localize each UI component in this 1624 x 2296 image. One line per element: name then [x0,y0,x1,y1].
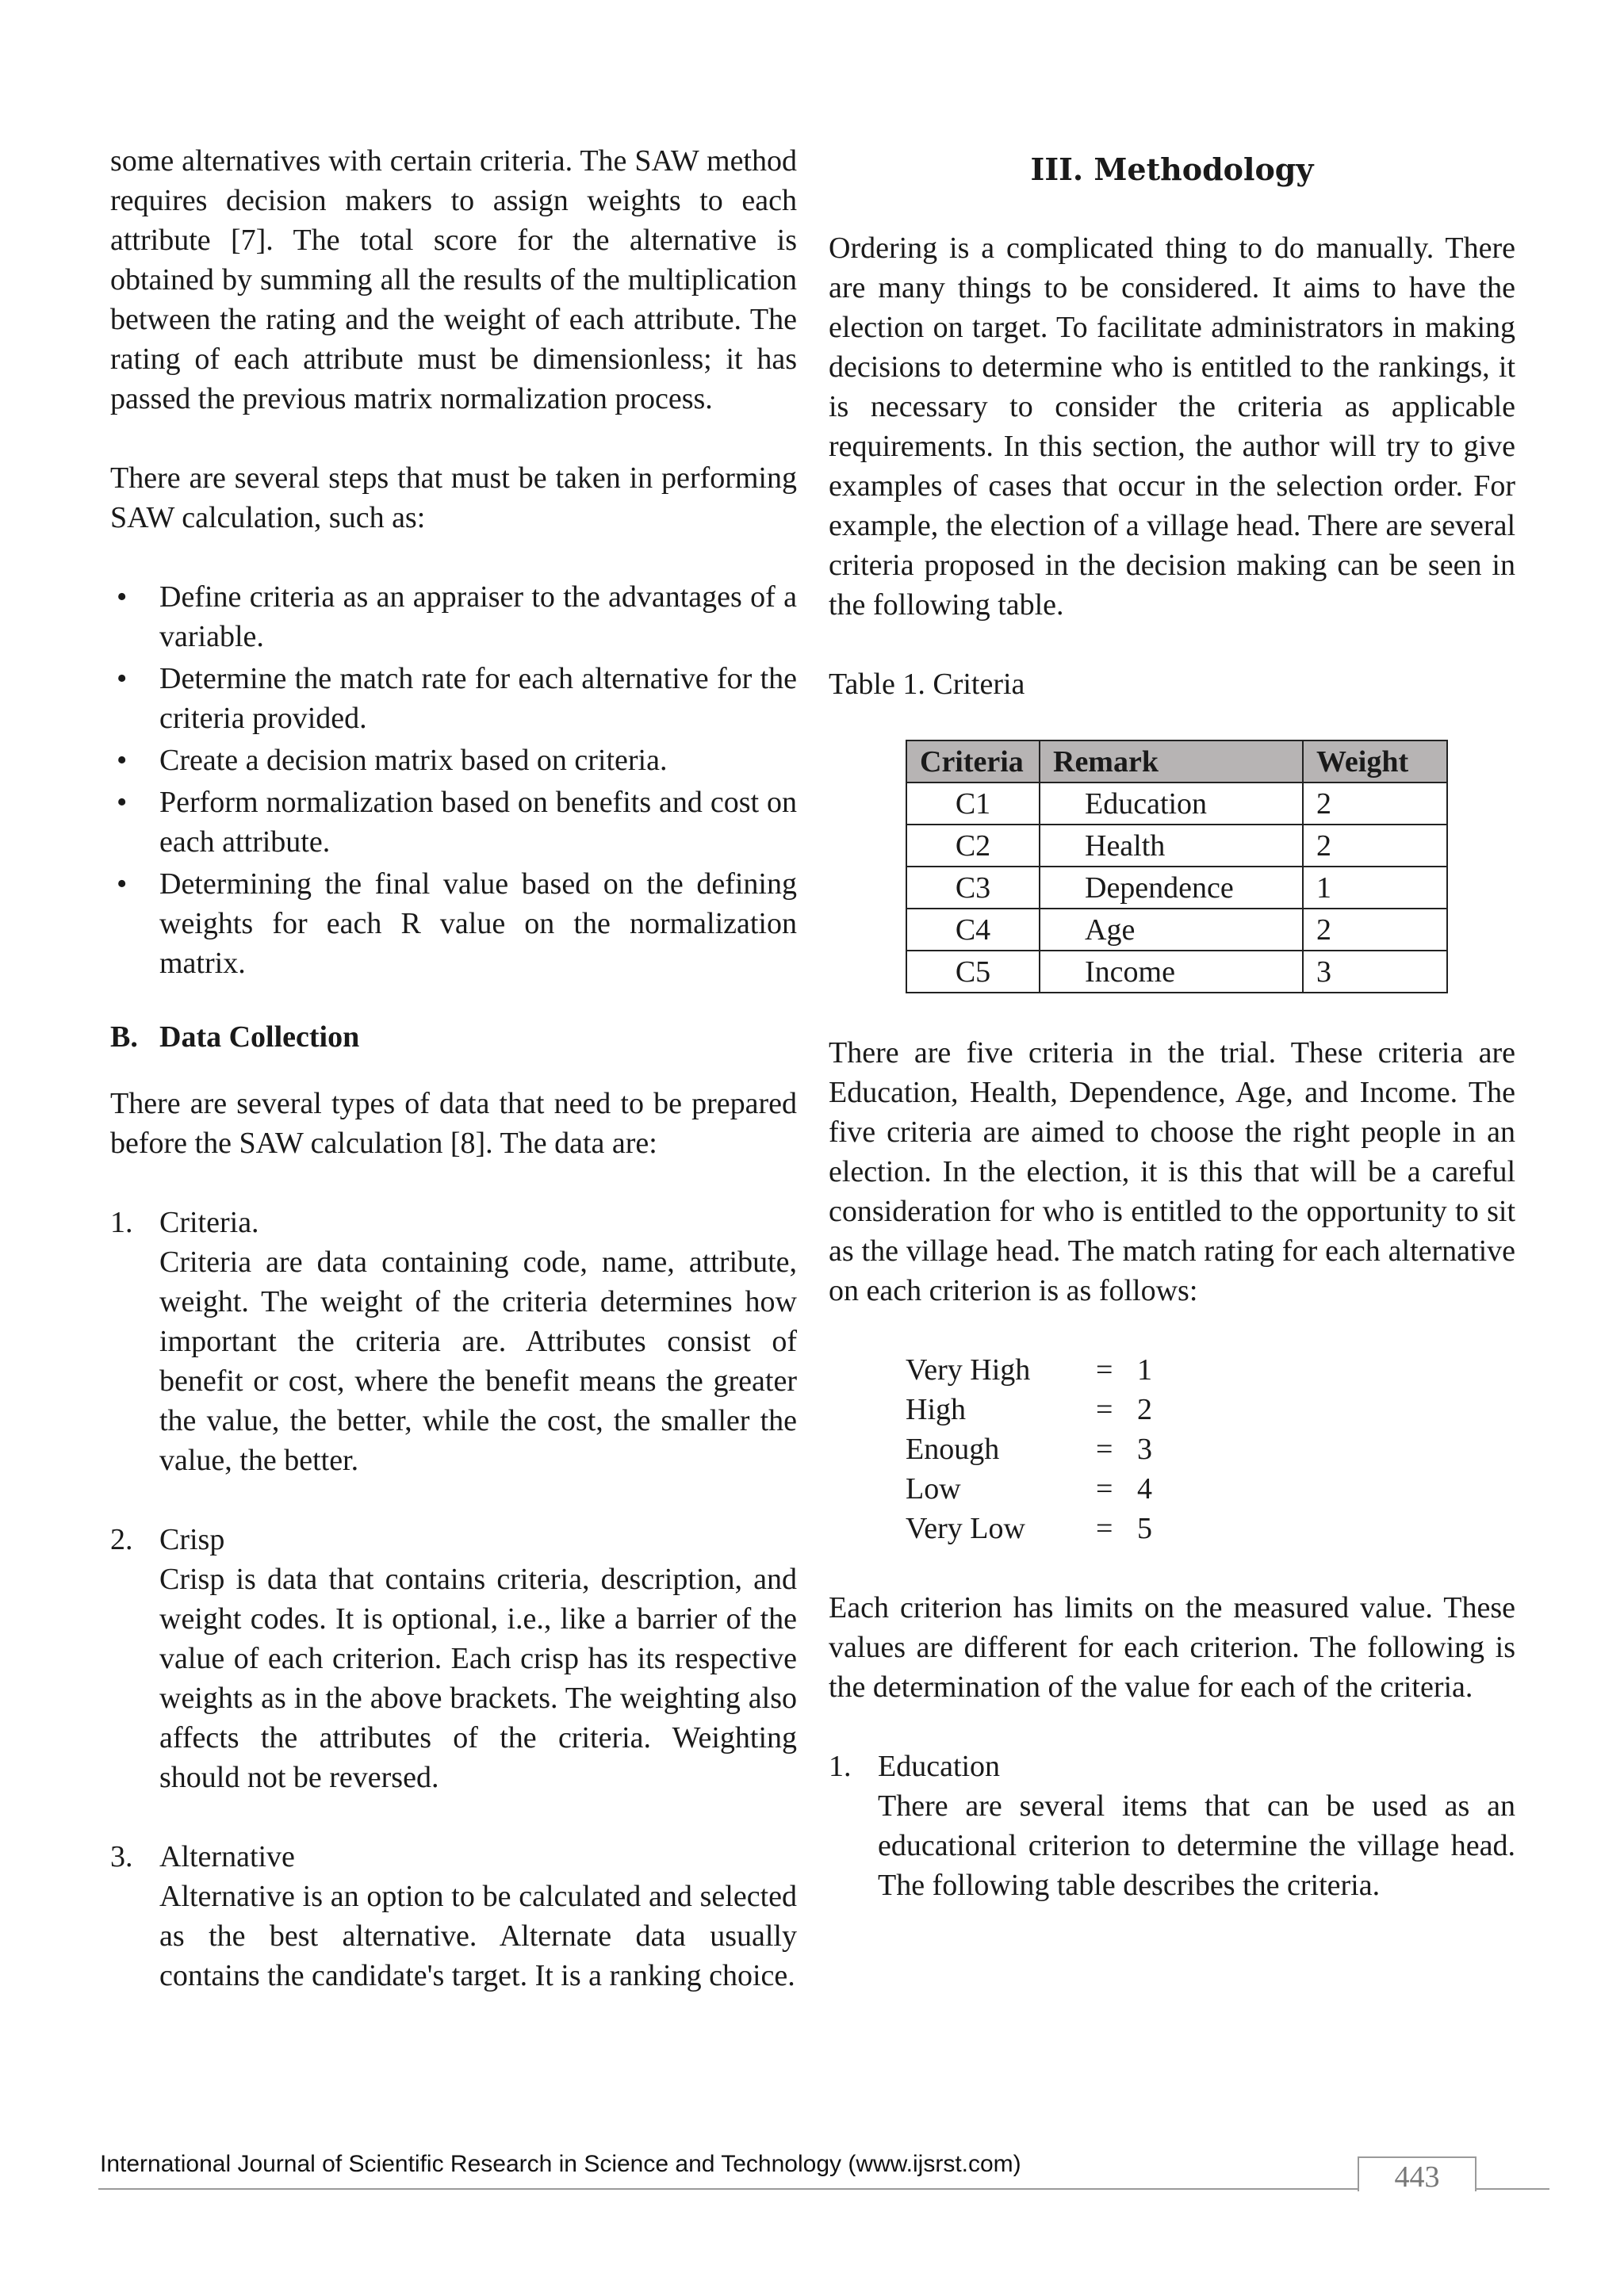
numbered-item-crisp: 2. Crisp Crisp is data that contains criteria, description, and weight codes. It is optional, i.e., like a barrier of the value of each criterion. Each crisp has its respective weights as in the above brackets. The weighting also affects the attributes of the criteria. Weighting should not be reversed. [110,1523,797,1794]
table-header-row [906,740,1447,783]
bullet-icon: • [117,744,128,777]
rating-scale [906,1350,1515,1548]
table-cell: Education [1040,783,1303,825]
journal-footer: International Journal of Scientific Research in Science and Technology (www.ijsrst.com) [100,2151,1021,2177]
table-cell: Health [1040,825,1303,867]
steps-intro-paragraph: There are several steps that must be taken in performing SAW calculation, such as: [110,461,797,534]
page-number: 443 [1394,2160,1440,2194]
table-row [906,951,1447,993]
methodology-paragraph: Ordering is a complicated thing to do manually. There are many things to be considered. It aims to have the election on target. To facilitate administrators in making decisions to determine who is entitled to the rankings, it is necessary to consider the criteria as applicable requirements. In this section, the author will try to give examples of cases that occur in the selection order. For example, the election of a village head. There are several criteria proposed in the decision making can be seen in the following table. [829,232,1515,622]
table-row [906,825,1447,867]
table-row [906,909,1447,951]
numbered-item-education: 1. Education There are several items that can be used as an educational criterion to determine the village head. The following table describes the criteria. [829,1750,1515,1902]
table-cell: Income [1040,951,1303,993]
bullet-item: • Determine the match rate for each alternative for the criteria provided. [110,659,797,738]
steps-bullet-list [110,577,797,983]
table-row [906,867,1447,909]
scale-row: Low = 4 [906,1472,1152,1506]
table-cell: 1 [1303,867,1447,909]
numbered-item-alternative: 3. Alternative Alternative is an option to be calculated and selected as the best alternative. Alternate data usually contains the candidate's target. It is a ranking choice. [110,1840,797,1992]
bullet-icon: • [117,867,128,901]
table-cell: C5 [906,951,1040,993]
bullet-icon: • [117,662,128,695]
bullet-icon: • [117,786,128,819]
table-header-cell: Remark [1040,740,1303,783]
limits-paragraph: Each criterion has limits on the measured value. These values are different for each criterion. The following is the determination of the value for each of the criteria. [829,1591,1515,1704]
numbered-item-criteria: 1. Criteria. Criteria are data containing code, name, attribute, weight. The weight of the criteria determines how important the criteria are. Attributes consist of benefit or cost, where the benefit means the greater the value, the better, while the cost, the smaller the value, the better. [110,1206,797,1477]
table-cell: Age [1040,909,1303,951]
table-cell: 2 [1303,783,1447,825]
scale-row: Very High = 1 [906,1353,1152,1387]
table-cell: 2 [1303,909,1447,951]
bullet-item: • Define criteria as an appraiser to the advantages of a variable. [110,577,797,656]
scale-row: High = 2 [906,1393,1152,1426]
table-header-cell: Weight [1303,740,1447,783]
table-cell: 3 [1303,951,1447,993]
right-column [829,141,1515,1905]
table-cell: C4 [906,909,1040,951]
scale-row: Enough = 3 [906,1433,1152,1466]
section-heading: III. Methodology [1030,151,1314,187]
table-cell: Dependence [1040,867,1303,909]
bullet-icon: • [117,580,128,614]
criteria-explanation-paragraph: There are five criteria in the trial. These criteria are Education, Health, Dependence, Age, and Income. The five criteria are aimed to choose the right people in an election. In the election, it is this that will be a careful consideration for who is entitled to the opportunity to sit as the village head. The match rating for each alternative on each criterion is as follows: [829,1036,1515,1307]
table-header-cell: Criteria [906,740,1040,783]
footer-divider [98,2188,1549,2190]
data-intro-paragraph: There are several types of data that need to be prepared before the SAW calculation [8]. The data are: [110,1087,797,1160]
table-cell: C1 [906,783,1040,825]
table-caption: Table 1. Criteria [829,668,1025,701]
table-cell: 2 [1303,825,1447,867]
left-column [110,141,797,1996]
section-b-heading: B. Data Collection [110,1020,360,1054]
table-cell: C2 [906,825,1040,867]
bullet-item: • Perform normalization based on benefits and cost on each attribute. [110,783,797,862]
bullet-item: • Create a decision matrix based on criteria. [110,740,797,780]
scale-row: Very Low = 5 [906,1512,1152,1545]
criteria-table [906,740,1448,993]
intro-paragraph: some alternatives with certain criteria. The SAW method requires decision makers to assign weights to each attribute [7]. The total score for the alternative is obtained by summing all the results of the multiplication between the rating and the weight of each attribute. The rating of each attribute must be dimensionless; it has passed the previous matrix normalization process. [110,144,797,415]
table-cell: C3 [906,867,1040,909]
bullet-item: • Determining the final value based on the defining weights for each R value on the normalization matrix. [110,864,797,983]
table-row [906,783,1447,825]
